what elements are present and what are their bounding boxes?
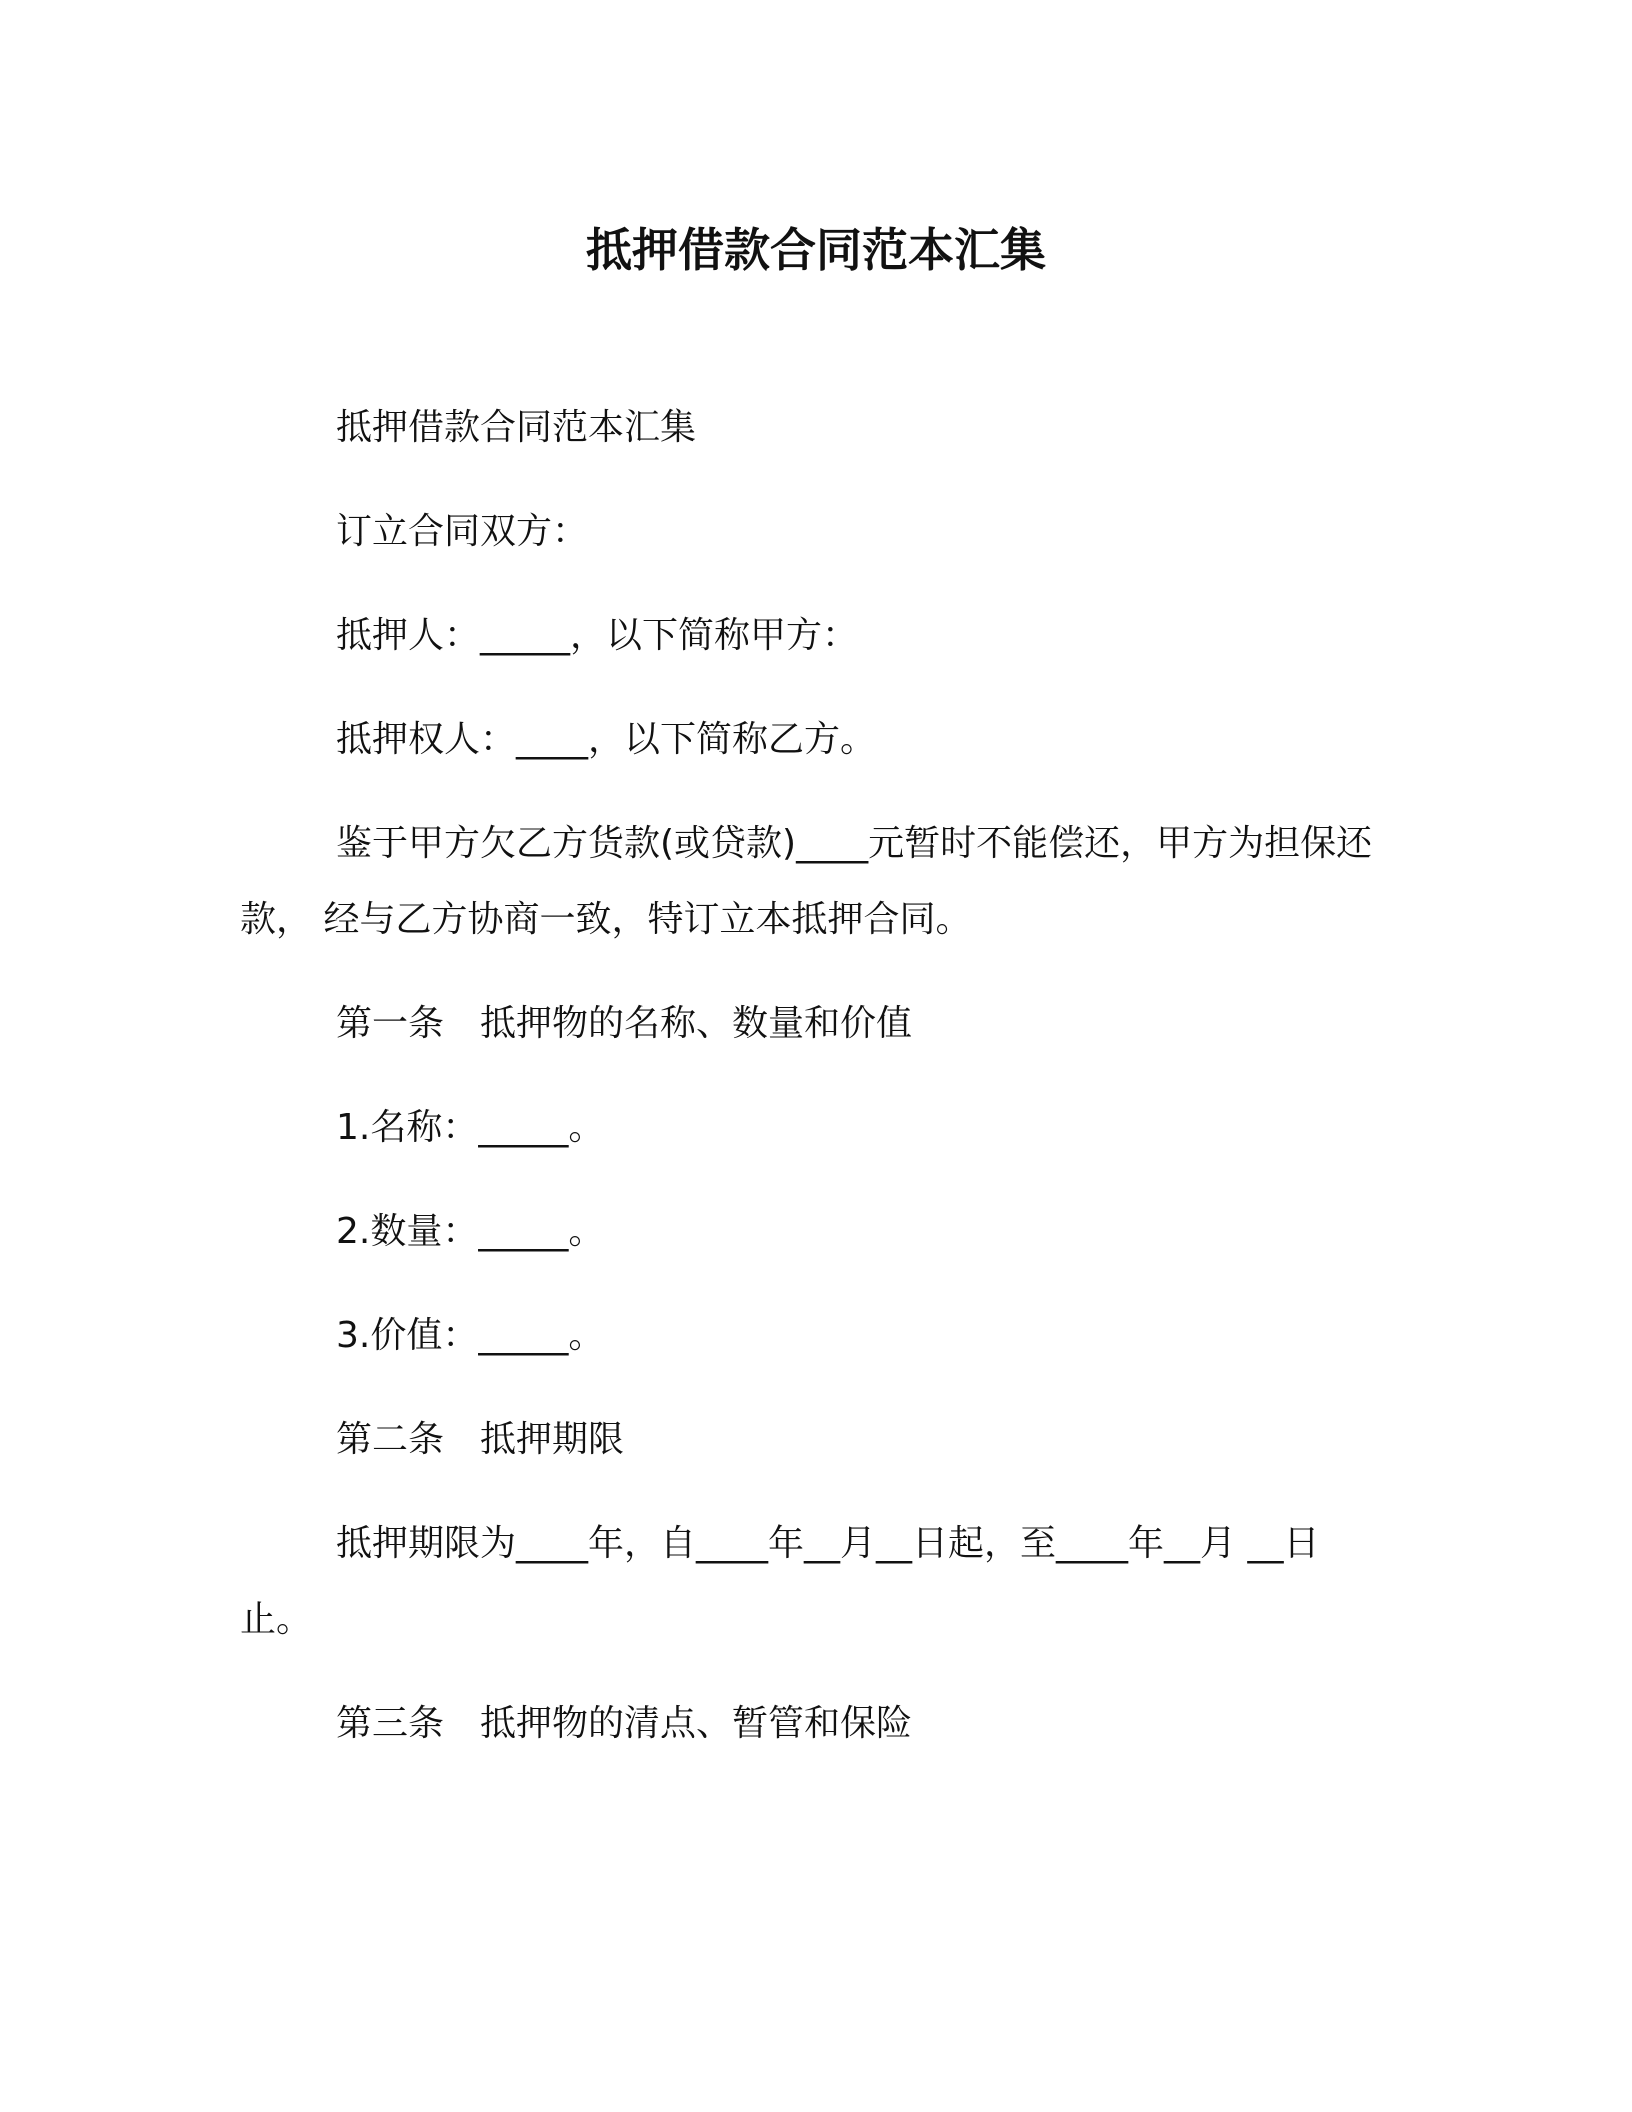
paragraph-mortgagee: 抵押权人：____，以下简称乙方。 (336, 719, 877, 760)
article-2-term: 抵押期限为____年，自____年__月__日起，至____年__月 __日止。 (240, 1523, 1320, 1640)
paragraph-recital: 鉴于甲方欠乙方货款(或贷款)____元暂时不能偿还，甲方为担保还款， 经与乙方协商一致，特订立本抵押合同。 (240, 823, 1373, 940)
paragraph-heading-repeat: 抵押借款合同范本汇集 (336, 407, 697, 448)
article-3-heading: 第三条 抵押物的清点、暂管和保险 (336, 1703, 913, 1744)
paragraph-mortgagor: 抵押人：_____，以下简称甲方： (336, 615, 859, 656)
article-1-heading: 第一条 抵押物的名称、数量和价值 (336, 1003, 913, 1044)
article-1-item-value: 3.价值：_____。 (336, 1315, 605, 1356)
document-body (240, 390, 1380, 1790)
article-2-heading: 第二条 抵押期限 (336, 1419, 625, 1460)
paragraph-parties-intro: 订立合同双方： (336, 511, 589, 552)
article-1-item-quantity: 2.数量：_____。 (336, 1211, 605, 1252)
article-1-item-name: 1.名称：_____。 (336, 1107, 605, 1148)
document-title: 抵押借款合同范本汇集 (586, 223, 1046, 277)
